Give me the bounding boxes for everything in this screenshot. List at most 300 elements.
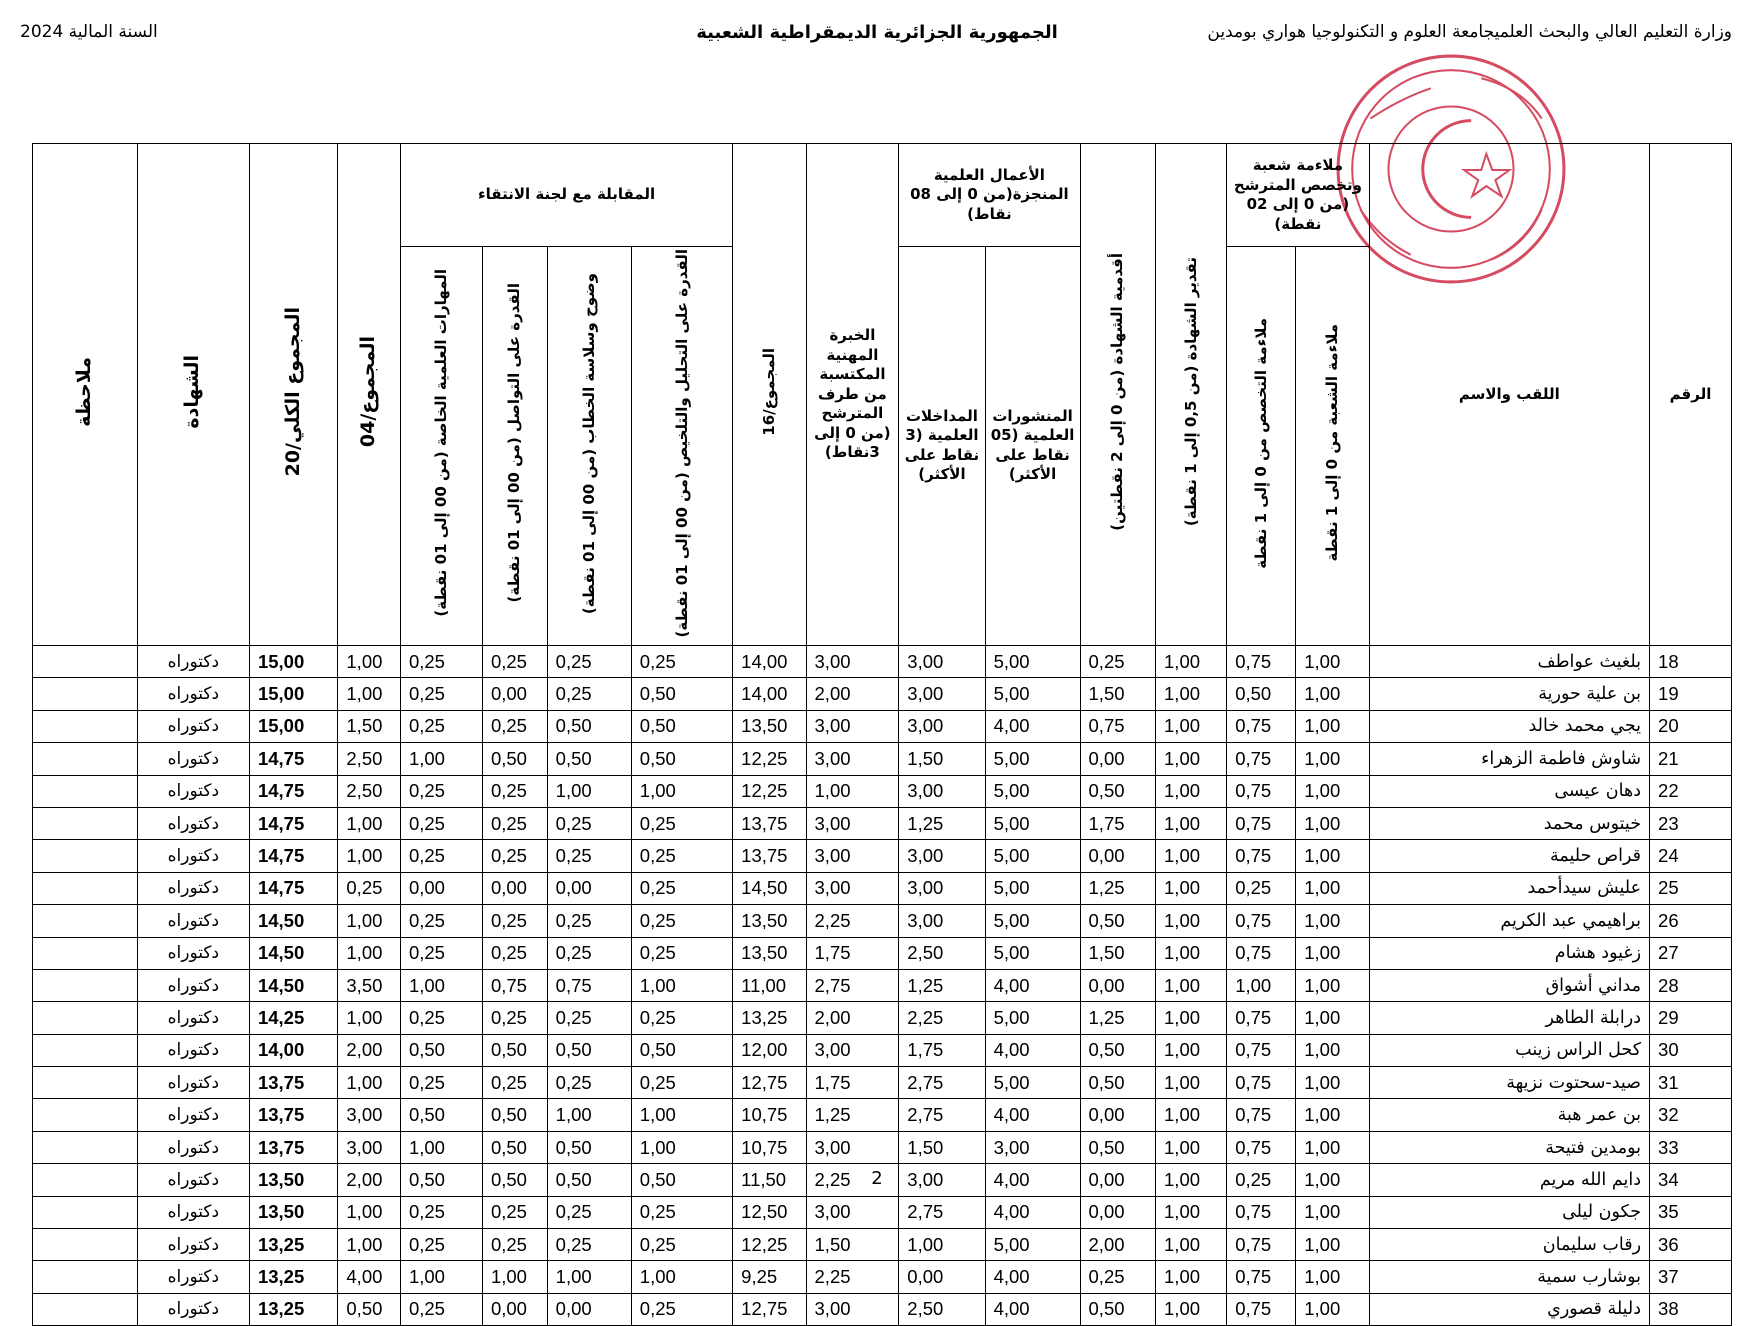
cell-num: 38 xyxy=(1650,1293,1732,1325)
col-experience: الخبرة المهنية المكتسبة من طرف المترشح (من 0 إلى 3نقاط) xyxy=(806,144,899,646)
cell-communication: 0,25 xyxy=(482,1002,547,1034)
cell-pub: 4,00 xyxy=(985,1293,1080,1325)
cell-analysis: 1,00 xyxy=(631,1261,732,1293)
table-row xyxy=(33,710,1732,742)
table-row xyxy=(33,1196,1732,1228)
cell-name: بلغيث عواطف xyxy=(1369,645,1649,677)
cell-note xyxy=(33,1293,138,1325)
cell-total: 14,00 xyxy=(249,1034,337,1066)
cell-skills: 0,25 xyxy=(400,1293,482,1325)
cell-spec: 0,75 xyxy=(1227,645,1296,677)
cell-s16: 10,75 xyxy=(733,1131,806,1163)
cell-branch: 1,00 xyxy=(1296,743,1369,775)
candidates-table xyxy=(32,143,1732,1326)
cell-grade: 1,00 xyxy=(1156,872,1227,904)
cell-clarity: 0,25 xyxy=(547,840,631,872)
cell-age: 0,50 xyxy=(1080,775,1156,807)
cell-note xyxy=(33,775,138,807)
table-row xyxy=(33,1067,1732,1099)
cell-s04: 0,25 xyxy=(338,872,401,904)
cell-total: 15,00 xyxy=(249,710,337,742)
cell-pub: 5,00 xyxy=(985,678,1080,710)
cell-comm: 3,00 xyxy=(899,840,985,872)
cell-s04: 1,00 xyxy=(338,840,401,872)
cell-pub: 5,00 xyxy=(985,645,1080,677)
table-row xyxy=(33,678,1732,710)
cell-spec: 0,75 xyxy=(1227,1261,1296,1293)
cell-exp: 2,25 xyxy=(806,905,899,937)
cell-comm: 3,00 xyxy=(899,872,985,904)
cell-communication: 0,25 xyxy=(482,645,547,677)
cell-branch: 1,00 xyxy=(1296,1164,1369,1196)
ministry-title: وزارة التعليم العالي والبحث العلميجامعة العلوم و التكنولوجيا هواري بومدين xyxy=(1207,22,1732,42)
cell-analysis: 0,25 xyxy=(631,645,732,677)
republic-title: الجمهورية الجزائرية الديمقراطية الشعبية xyxy=(696,22,1058,43)
cell-age: 1,25 xyxy=(1080,872,1156,904)
col-diploma-grade: تقدير الشهادة (من 0,5 إلى 1 نقطة) xyxy=(1156,144,1227,646)
cell-pub: 5,00 xyxy=(985,872,1080,904)
cell-note xyxy=(33,1261,138,1293)
cell-communication: 0,00 xyxy=(482,1293,547,1325)
cell-s04: 1,00 xyxy=(338,807,401,839)
table-row xyxy=(33,872,1732,904)
cell-s04: 1,00 xyxy=(338,1229,401,1261)
cell-cert: دكتوراه xyxy=(137,645,249,677)
cell-total: 15,00 xyxy=(249,678,337,710)
cell-s16: 14,00 xyxy=(733,678,806,710)
table-row xyxy=(33,969,1732,1001)
cell-total: 14,75 xyxy=(249,872,337,904)
cell-grade: 1,00 xyxy=(1156,678,1227,710)
cell-grade: 1,00 xyxy=(1156,645,1227,677)
cell-s16: 12,00 xyxy=(733,1034,806,1066)
cell-s16: 10,75 xyxy=(733,1099,806,1131)
cell-analysis: 1,00 xyxy=(631,775,732,807)
cell-communication: 0,50 xyxy=(482,743,547,775)
cell-cert: دكتوراه xyxy=(137,775,249,807)
cell-analysis: 0,25 xyxy=(631,905,732,937)
cell-total: 13,75 xyxy=(249,1131,337,1163)
cell-s04: 1,00 xyxy=(338,1196,401,1228)
cell-skills: 0,00 xyxy=(400,872,482,904)
cell-spec: 0,75 xyxy=(1227,905,1296,937)
cell-total: 15,00 xyxy=(249,645,337,677)
cell-clarity: 0,50 xyxy=(547,710,631,742)
cell-communication: 0,25 xyxy=(482,905,547,937)
cell-clarity: 0,50 xyxy=(547,1131,631,1163)
cell-s04: 0,50 xyxy=(338,1293,401,1325)
cell-pub: 5,00 xyxy=(985,807,1080,839)
cell-note xyxy=(33,678,138,710)
cell-spec: 0,25 xyxy=(1227,1164,1296,1196)
cell-comm: 2,75 xyxy=(899,1196,985,1228)
cell-skills: 0,25 xyxy=(400,678,482,710)
cell-name: براهيمي عبد الكريم xyxy=(1369,905,1649,937)
cell-skills: 0,25 xyxy=(400,1229,482,1261)
cell-num: 20 xyxy=(1650,710,1732,742)
cell-s16: 11,50 xyxy=(733,1164,806,1196)
cell-exp: 1,75 xyxy=(806,1067,899,1099)
col-clarity: وضوح وسلاسة الخطاب (من 00 إلى 01 نقطة) xyxy=(547,247,631,646)
cell-skills: 1,00 xyxy=(400,1261,482,1293)
cell-name: جكون ليلى xyxy=(1369,1196,1649,1228)
cell-s04: 1,00 xyxy=(338,937,401,969)
cell-cert: دكتوراه xyxy=(137,807,249,839)
cell-comm: 3,00 xyxy=(899,645,985,677)
cell-cert: دكتوراه xyxy=(137,969,249,1001)
cell-branch: 1,00 xyxy=(1296,1196,1369,1228)
fiscal-year: السنة المالية 2024 xyxy=(20,22,158,42)
cell-num: 34 xyxy=(1650,1164,1732,1196)
cell-cert: دكتوراه xyxy=(137,937,249,969)
cell-name: صيد-سحتوت نزيهة xyxy=(1369,1067,1649,1099)
cell-analysis: 0,50 xyxy=(631,1034,732,1066)
cell-skills: 0,25 xyxy=(400,775,482,807)
cell-exp: 3,00 xyxy=(806,1131,899,1163)
cell-pub: 5,00 xyxy=(985,905,1080,937)
cell-num: 22 xyxy=(1650,775,1732,807)
cell-num: 28 xyxy=(1650,969,1732,1001)
cell-comm: 1,00 xyxy=(899,1229,985,1261)
cell-cert: دكتوراه xyxy=(137,1067,249,1099)
cell-name: درابلة الطاهر xyxy=(1369,1002,1649,1034)
cell-name: يجي محمد خالد xyxy=(1369,710,1649,742)
cell-grade: 1,00 xyxy=(1156,710,1227,742)
cell-name: بوشارب سمية xyxy=(1369,1261,1649,1293)
cell-note xyxy=(33,1002,138,1034)
cell-cert: دكتوراه xyxy=(137,1229,249,1261)
cell-age: 1,75 xyxy=(1080,807,1156,839)
cell-name: دهان عيسى xyxy=(1369,775,1649,807)
cell-name: مداني أشواق xyxy=(1369,969,1649,1001)
cell-grade: 1,00 xyxy=(1156,1034,1227,1066)
cell-note xyxy=(33,1196,138,1228)
col-group-suitability: ملاءمة شعبة وتخصص المترشح (من 0 إلى 02 نقطة) xyxy=(1227,144,1369,247)
cell-analysis: 0,25 xyxy=(631,872,732,904)
cell-age: 1,50 xyxy=(1080,937,1156,969)
cell-age: 0,50 xyxy=(1080,1131,1156,1163)
cell-cert: دكتوراه xyxy=(137,1293,249,1325)
cell-name: رقاب سليمان xyxy=(1369,1229,1649,1261)
cell-pub: 4,00 xyxy=(985,710,1080,742)
cell-name: بومدين فتيحة xyxy=(1369,1131,1649,1163)
cell-branch: 1,00 xyxy=(1296,710,1369,742)
cell-s04: 2,00 xyxy=(338,1164,401,1196)
cell-note xyxy=(33,1034,138,1066)
cell-spec: 0,75 xyxy=(1227,1099,1296,1131)
cell-branch: 1,00 xyxy=(1296,1131,1369,1163)
cell-age: 0,00 xyxy=(1080,840,1156,872)
cell-exp: 3,00 xyxy=(806,1034,899,1066)
cell-num: 18 xyxy=(1650,645,1732,677)
col-group-interview: المقابلة مع لجنة الانتقاء xyxy=(400,144,732,247)
col-communication: القدرة على التواصل (من 00 إلى 01 نقطة) xyxy=(482,247,547,646)
cell-cert: دكتوراه xyxy=(137,1131,249,1163)
cell-total: 14,75 xyxy=(249,807,337,839)
cell-total: 13,25 xyxy=(249,1229,337,1261)
cell-note xyxy=(33,807,138,839)
cell-branch: 1,00 xyxy=(1296,872,1369,904)
cell-pub: 5,00 xyxy=(985,1067,1080,1099)
cell-note xyxy=(33,1131,138,1163)
cell-comm: 1,50 xyxy=(899,743,985,775)
cell-communication: 0,25 xyxy=(482,807,547,839)
cell-note xyxy=(33,969,138,1001)
cell-cert: دكتوراه xyxy=(137,710,249,742)
cell-num: 21 xyxy=(1650,743,1732,775)
cell-total: 13,50 xyxy=(249,1164,337,1196)
cell-communication: 0,50 xyxy=(482,1099,547,1131)
cell-analysis: 1,00 xyxy=(631,1099,732,1131)
col-certificate: الشهادة xyxy=(137,144,249,646)
cell-exp: 2,25 xyxy=(806,1261,899,1293)
cell-branch: 1,00 xyxy=(1296,1293,1369,1325)
cell-s16: 13,25 xyxy=(733,1002,806,1034)
cell-branch: 1,00 xyxy=(1296,1099,1369,1131)
cell-num: 29 xyxy=(1650,1002,1732,1034)
cell-exp: 1,75 xyxy=(806,937,899,969)
table-row xyxy=(33,905,1732,937)
cell-s04: 1,00 xyxy=(338,1067,401,1099)
cell-num: 31 xyxy=(1650,1067,1732,1099)
cell-s04: 2,50 xyxy=(338,743,401,775)
cell-analysis: 0,25 xyxy=(631,840,732,872)
cell-pub: 3,00 xyxy=(985,1131,1080,1163)
cell-communication: 0,00 xyxy=(482,872,547,904)
cell-grade: 1,00 xyxy=(1156,840,1227,872)
cell-num: 25 xyxy=(1650,872,1732,904)
cell-branch: 1,00 xyxy=(1296,678,1369,710)
cell-s16: 14,00 xyxy=(733,645,806,677)
table-row xyxy=(33,1229,1732,1261)
cell-pub: 5,00 xyxy=(985,1002,1080,1034)
table-row xyxy=(33,937,1732,969)
cell-branch: 1,00 xyxy=(1296,1034,1369,1066)
cell-analysis: 1,00 xyxy=(631,969,732,1001)
table-row xyxy=(33,1293,1732,1325)
col-name: اللقب والاسم xyxy=(1369,144,1649,646)
cell-note xyxy=(33,840,138,872)
cell-spec: 0,75 xyxy=(1227,710,1296,742)
cell-branch: 1,00 xyxy=(1296,775,1369,807)
cell-note xyxy=(33,1067,138,1099)
cell-note xyxy=(33,1229,138,1261)
cell-cert: دكتوراه xyxy=(137,1002,249,1034)
cell-s16: 9,25 xyxy=(733,1261,806,1293)
cell-grade: 1,00 xyxy=(1156,1293,1227,1325)
cell-cert: دكتوراه xyxy=(137,1261,249,1293)
col-num: الرقم xyxy=(1650,144,1732,646)
col-suitability-spec: ملاءمة التخصص من 0 إلى 1 نقطة xyxy=(1227,247,1296,646)
col-skills: المهارات العلمية الخاصة (من 00 إلى 01 نقطة) xyxy=(400,247,482,646)
cell-s16: 14,50 xyxy=(733,872,806,904)
cell-total: 14,75 xyxy=(249,743,337,775)
cell-exp: 3,00 xyxy=(806,645,899,677)
cell-total: 14,75 xyxy=(249,840,337,872)
cell-num: 30 xyxy=(1650,1034,1732,1066)
cell-s16: 11,00 xyxy=(733,969,806,1001)
col-suitability-branch: ملاءمة الشعبة من 0 إلى 1 نقطة xyxy=(1296,247,1369,646)
cell-analysis: 0,50 xyxy=(631,710,732,742)
cell-exp: 3,00 xyxy=(806,840,899,872)
cell-name: زغيود هشام xyxy=(1369,937,1649,969)
cell-skills: 1,00 xyxy=(400,743,482,775)
cell-spec: 0,75 xyxy=(1227,1034,1296,1066)
cell-spec: 0,75 xyxy=(1227,840,1296,872)
col-diploma-age: أقدمية الشهادة (من 0 إلى 2 نقطتين) xyxy=(1080,144,1156,646)
cell-exp: 2,75 xyxy=(806,969,899,1001)
cell-s04: 2,50 xyxy=(338,775,401,807)
cell-analysis: 0,50 xyxy=(631,1164,732,1196)
cell-cert: دكتوراه xyxy=(137,678,249,710)
cell-total: 13,50 xyxy=(249,1196,337,1228)
cell-s04: 3,00 xyxy=(338,1099,401,1131)
cell-age: 0,00 xyxy=(1080,1164,1156,1196)
cell-analysis: 0,50 xyxy=(631,743,732,775)
cell-skills: 0,50 xyxy=(400,1034,482,1066)
cell-grade: 1,00 xyxy=(1156,969,1227,1001)
cell-clarity: 1,00 xyxy=(547,775,631,807)
cell-branch: 1,00 xyxy=(1296,905,1369,937)
cell-age: 2,00 xyxy=(1080,1229,1156,1261)
col-note: ملاحظة xyxy=(33,144,138,646)
cell-grade: 1,00 xyxy=(1156,1131,1227,1163)
cell-cert: دكتوراه xyxy=(137,905,249,937)
cell-spec: 1,00 xyxy=(1227,969,1296,1001)
cell-comm: 1,75 xyxy=(899,1034,985,1066)
cell-name: كحل الراس زينب xyxy=(1369,1034,1649,1066)
cell-comm: 3,00 xyxy=(899,678,985,710)
cell-spec: 0,75 xyxy=(1227,1229,1296,1261)
cell-num: 32 xyxy=(1650,1099,1732,1131)
cell-clarity: 0,25 xyxy=(547,1229,631,1261)
cell-age: 1,25 xyxy=(1080,1002,1156,1034)
cell-grade: 1,00 xyxy=(1156,1002,1227,1034)
cell-s16: 13,50 xyxy=(733,710,806,742)
cell-pub: 5,00 xyxy=(985,840,1080,872)
table-row xyxy=(33,1099,1732,1131)
cell-comm: 1,25 xyxy=(899,807,985,839)
cell-cert: دكتوراه xyxy=(137,872,249,904)
table-row xyxy=(33,840,1732,872)
cell-pub: 4,00 xyxy=(985,1196,1080,1228)
cell-skills: 0,25 xyxy=(400,1067,482,1099)
cell-cert: دكتوراه xyxy=(137,1034,249,1066)
cell-note xyxy=(33,872,138,904)
cell-comm: 3,00 xyxy=(899,905,985,937)
cell-skills: 0,50 xyxy=(400,1099,482,1131)
cell-pub: 5,00 xyxy=(985,1229,1080,1261)
cell-analysis: 0,25 xyxy=(631,1002,732,1034)
cell-total: 13,75 xyxy=(249,1099,337,1131)
cell-communication: 0,25 xyxy=(482,710,547,742)
cell-branch: 1,00 xyxy=(1296,1229,1369,1261)
cell-name: قراص حليمة xyxy=(1369,840,1649,872)
cell-age: 0,50 xyxy=(1080,905,1156,937)
cell-branch: 1,00 xyxy=(1296,937,1369,969)
cell-exp: 3,00 xyxy=(806,710,899,742)
cell-total: 14,50 xyxy=(249,937,337,969)
cell-s04: 1,50 xyxy=(338,710,401,742)
cell-name: دايم الله مريم xyxy=(1369,1164,1649,1196)
cell-skills: 0,25 xyxy=(400,645,482,677)
cell-exp: 2,00 xyxy=(806,678,899,710)
cell-skills: 1,00 xyxy=(400,969,482,1001)
cell-skills: 0,25 xyxy=(400,1002,482,1034)
cell-num: 19 xyxy=(1650,678,1732,710)
cell-s04: 1,00 xyxy=(338,678,401,710)
table-row xyxy=(33,1131,1732,1163)
cell-clarity: 0,25 xyxy=(547,807,631,839)
cell-branch: 1,00 xyxy=(1296,807,1369,839)
cell-exp: 2,25 xyxy=(806,1164,899,1196)
cell-analysis: 0,25 xyxy=(631,1229,732,1261)
cell-communication: 0,50 xyxy=(482,1131,547,1163)
cell-clarity: 0,00 xyxy=(547,1293,631,1325)
cell-age: 0,75 xyxy=(1080,710,1156,742)
cell-clarity: 0,50 xyxy=(547,1034,631,1066)
cell-total: 14,75 xyxy=(249,775,337,807)
cell-s16: 12,25 xyxy=(733,743,806,775)
cell-note xyxy=(33,743,138,775)
cell-communication: 0,25 xyxy=(482,775,547,807)
cell-name: عليش سيدأحمد xyxy=(1369,872,1649,904)
cell-note xyxy=(33,937,138,969)
cell-skills: 0,25 xyxy=(400,807,482,839)
cell-communication: 0,50 xyxy=(482,1034,547,1066)
cell-age: 0,25 xyxy=(1080,1261,1156,1293)
cell-skills: 0,25 xyxy=(400,710,482,742)
col-communications: المداخلات العلمية (3 نقاط على الأكثر) xyxy=(899,247,985,646)
cell-communication: 0,25 xyxy=(482,1067,547,1099)
cell-grade: 1,00 xyxy=(1156,743,1227,775)
cell-clarity: 1,00 xyxy=(547,1261,631,1293)
cell-spec: 0,75 xyxy=(1227,775,1296,807)
cell-communication: 0,25 xyxy=(482,1229,547,1261)
cell-total: 14,50 xyxy=(249,905,337,937)
cell-pub: 4,00 xyxy=(985,1034,1080,1066)
cell-spec: 0,75 xyxy=(1227,1131,1296,1163)
cell-pub: 4,00 xyxy=(985,1164,1080,1196)
cell-communication: 0,00 xyxy=(482,678,547,710)
cell-age: 0,50 xyxy=(1080,1034,1156,1066)
cell-branch: 1,00 xyxy=(1296,645,1369,677)
table-row xyxy=(33,645,1732,677)
cell-comm: 2,75 xyxy=(899,1099,985,1131)
cell-branch: 1,00 xyxy=(1296,840,1369,872)
cell-grade: 1,00 xyxy=(1156,1067,1227,1099)
cell-branch: 1,00 xyxy=(1296,1002,1369,1034)
cell-comm: 2,75 xyxy=(899,1067,985,1099)
cell-name: خيتوس محمد xyxy=(1369,807,1649,839)
cell-s04: 3,50 xyxy=(338,969,401,1001)
cell-pub: 5,00 xyxy=(985,937,1080,969)
cell-spec: 0,75 xyxy=(1227,1067,1296,1099)
cell-name: بن علية حورية xyxy=(1369,678,1649,710)
cell-grade: 1,00 xyxy=(1156,1164,1227,1196)
cell-branch: 1,00 xyxy=(1296,969,1369,1001)
cell-total: 13,75 xyxy=(249,1067,337,1099)
cell-communication: 0,25 xyxy=(482,937,547,969)
cell-spec: 0,75 xyxy=(1227,937,1296,969)
cell-clarity: 0,50 xyxy=(547,743,631,775)
cell-num: 35 xyxy=(1650,1196,1732,1228)
table-row xyxy=(33,1261,1732,1293)
cell-spec: 0,75 xyxy=(1227,1002,1296,1034)
cell-pub: 5,00 xyxy=(985,775,1080,807)
cell-analysis: 0,25 xyxy=(631,937,732,969)
cell-note xyxy=(33,645,138,677)
